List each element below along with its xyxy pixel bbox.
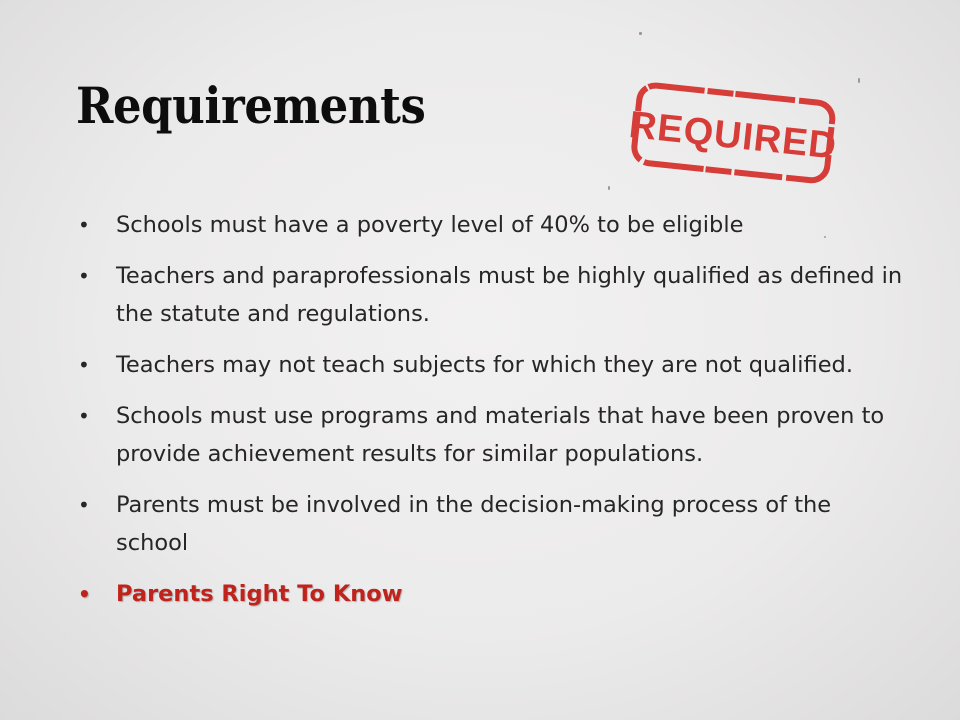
bullet-dot: • [78, 582, 91, 606]
bullet-item-highlight [78, 575, 908, 613]
bullet-text: Teachers and paraprofessionals must be highly qualified as defined in the statute and regulations. [116, 263, 903, 327]
bullet-text: Schools must use programs and materials that have been proven to provide achievement results for similar populations. [116, 403, 885, 467]
bullet-dot: • [78, 493, 90, 517]
slide-title: Requirements [76, 76, 426, 135]
stamp-graphic [626, 80, 842, 192]
required-stamp-image [626, 80, 842, 192]
bullet-text: Parents must be involved in the decision-making process of the school [116, 492, 832, 556]
bullet-dot: • [78, 404, 90, 428]
bullet-item [78, 486, 908, 562]
bullet-item [78, 346, 908, 384]
bullet-dot: • [78, 353, 90, 377]
speck [639, 32, 642, 35]
bullet-dot: • [78, 264, 90, 288]
bullet-text: Schools must have a poverty level of 40% to be eligible [116, 212, 744, 238]
speck [608, 186, 610, 190]
stamp-text: REQUIRED [627, 104, 839, 168]
bullet-text-highlight: Parents Right To Know [116, 581, 403, 607]
bullet-list [78, 206, 908, 626]
bullet-item [78, 257, 908, 333]
bullet-item [78, 397, 908, 473]
bullet-item [78, 206, 908, 244]
speck [858, 78, 860, 83]
bullet-text: Teachers may not teach subjects for which they are not qualified. [116, 352, 853, 378]
bullet-dot: • [78, 213, 90, 237]
